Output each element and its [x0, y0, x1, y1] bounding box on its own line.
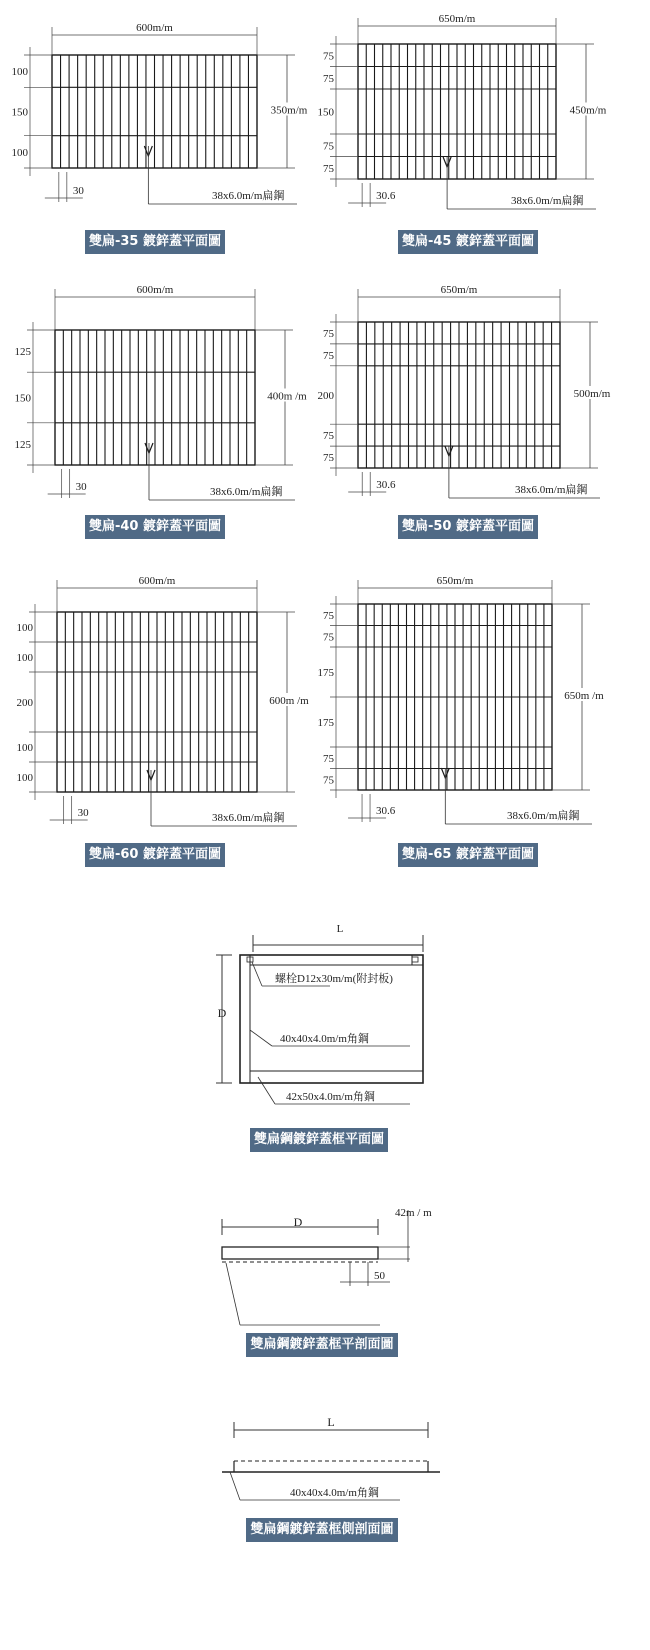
- width-dim-label: 650m/m: [438, 13, 476, 25]
- row-dim-label: 75: [323, 327, 334, 340]
- caption-35: 雙扁-35 鍍鋅蓋平面圖: [85, 230, 225, 254]
- height-dim-label: 350m/m: [270, 104, 308, 117]
- row-dim-label: 75: [323, 430, 334, 443]
- row-dim-label: 125: [14, 346, 31, 359]
- pitch-label: 30.6: [376, 805, 396, 817]
- grating-plan-65: [318, 575, 613, 824]
- pitch-label: 30: [75, 481, 87, 493]
- bar-label: 38x6.0m/m扁鋼: [511, 195, 584, 207]
- caption-45: 雙扁-45 鍍鋅蓋平面圖: [398, 230, 538, 254]
- row-dim-label: 75: [323, 774, 334, 787]
- height-dim-label: 650m /m: [564, 690, 604, 702]
- width-dim-label: 650m/m: [440, 284, 478, 296]
- frame-section-view: [222, 1207, 432, 1325]
- pitch-label: 30: [72, 185, 84, 197]
- width-dim-label: 600m/m: [138, 575, 176, 587]
- frame-length-label: L: [336, 923, 344, 935]
- frame-depth-label: D: [217, 1006, 227, 1020]
- caption-65: 雙扁-65 鍍鋅蓋平面圖: [398, 843, 538, 867]
- row-dim-label: 100: [16, 742, 33, 754]
- pitch-label: 30.6: [376, 479, 396, 491]
- side-angle-label: 40x40x4.0m/m角鋼: [290, 1487, 379, 1499]
- pitch-label: 30: [77, 807, 89, 819]
- height-dim-label: 400m /m: [267, 390, 307, 403]
- height-dim-label: 600m /m: [269, 695, 309, 707]
- row-dim-label: 200: [16, 697, 33, 709]
- row-dim-label: 100: [11, 146, 28, 159]
- grating-plan-60: [17, 575, 318, 826]
- section-width-label: 50: [374, 1270, 385, 1282]
- section-height-label: 42m / m: [395, 1207, 432, 1219]
- caption-frame-side: 雙扁鋼鍍鋅蓋框側剖面圖: [246, 1518, 398, 1542]
- row-dim-label: 75: [323, 452, 334, 465]
- row-dim-label: 150: [11, 106, 28, 119]
- row-dim-label: 100: [16, 772, 33, 784]
- row-dim-label: 175: [317, 717, 334, 729]
- width-dim-label: 600m/m: [136, 22, 173, 34]
- height-dim-label: 450m/m: [569, 104, 607, 117]
- row-dim-label: 100: [16, 652, 33, 664]
- row-dim-label: 150: [317, 106, 334, 119]
- grating-plan-45: [318, 13, 617, 209]
- grating-plan-40: [15, 284, 316, 500]
- row-dim-label: 75: [323, 140, 334, 153]
- grating-plan-35: [12, 22, 318, 204]
- caption-frame-section: 雙扁鋼鍍鋅蓋框平剖面圖: [246, 1333, 398, 1357]
- side-length-label: L: [327, 1415, 335, 1429]
- bar-label: 38x6.0m/m扁鋼: [210, 486, 283, 498]
- angle-inner-label: 40x40x4.0m/m角鋼: [280, 1033, 369, 1045]
- frame-side-view: [222, 1415, 440, 1500]
- angle-outer-label: 42x50x4.0m/m角鋼: [286, 1091, 375, 1103]
- caption-frame-plan: 雙扁鋼鍍鋅蓋框平面圖: [250, 1128, 388, 1152]
- row-dim-label: 75: [323, 50, 334, 63]
- row-dim-label: 75: [323, 631, 334, 644]
- row-dim-label: 175: [317, 667, 334, 679]
- row-dim-label: 125: [14, 438, 31, 451]
- bar-label: 38x6.0m/m扁鋼: [212, 812, 285, 824]
- bolt-label: 螺栓D12x30m/m(附封板): [275, 973, 393, 985]
- row-dim-label: 75: [323, 72, 334, 85]
- row-dim-label: 200: [317, 390, 334, 402]
- row-dim-label: 150: [14, 392, 31, 405]
- bolt-right-icon: [412, 957, 418, 962]
- row-dim-label: 100: [16, 622, 33, 634]
- row-dim-label: 75: [323, 162, 334, 175]
- frame-plan-view: [216, 923, 423, 1104]
- row-dim-label: 75: [323, 609, 334, 622]
- grating-plan-50: [318, 284, 621, 498]
- row-dim-label: 100: [11, 66, 28, 79]
- bar-label: 38x6.0m/m扁鋼: [515, 484, 588, 496]
- caption-50: 雙扁-50 鍍鋅蓋平面圖: [398, 515, 538, 539]
- bar-label: 38x6.0m/m扁鋼: [507, 810, 580, 822]
- caption-40: 雙扁-40 鍍鋅蓋平面圖: [85, 515, 225, 539]
- pitch-label: 30.6: [376, 190, 396, 202]
- height-dim-label: 500m/m: [573, 388, 611, 400]
- width-dim-label: 600m/m: [136, 284, 174, 296]
- bar-label: 38x6.0m/m扁鋼: [212, 190, 285, 202]
- width-dim-label: 650m/m: [436, 575, 474, 587]
- caption-60: 雙扁-60 鍍鋅蓋平面圖: [85, 843, 225, 867]
- row-dim-label: 75: [323, 752, 334, 765]
- row-dim-label: 75: [323, 349, 334, 362]
- section-depth-label: D: [293, 1215, 303, 1229]
